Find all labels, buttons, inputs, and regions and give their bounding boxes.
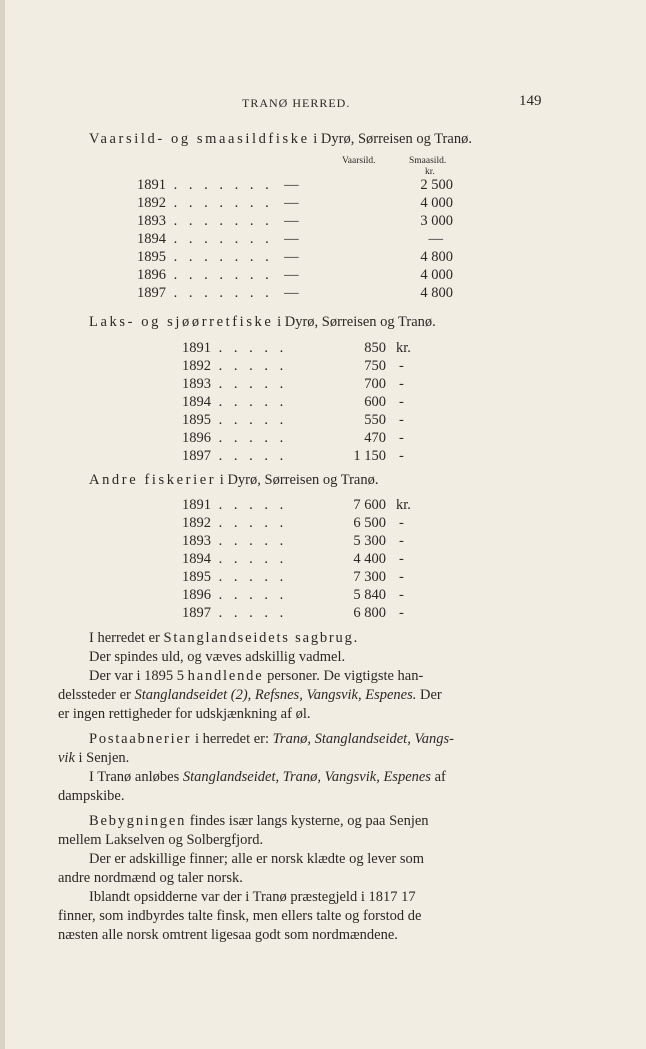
paragraph-dampskibe: I Tranø anløbes Stanglandseidet, Tranø, Vangsvik, Espenes af: [89, 769, 446, 785]
paragraph-bebygningen: Bebygningen findes især langs kysterne, og paa Senjen: [89, 813, 429, 829]
table-row: 1893 . . . . .: [182, 533, 288, 549]
table-cell-unit: kr.: [396, 497, 411, 513]
table-cell: 550: [364, 412, 386, 428]
paragraph-postaabnerier-line2: vik i Senjen.: [58, 750, 130, 766]
table-row: 1897 . . . . .: [182, 448, 288, 464]
table-row: 1892 . . . . .: [182, 358, 288, 374]
table-cell: —: [428, 231, 443, 247]
table-cell: 7 300: [353, 569, 386, 585]
table-row: 1896 . . . . .: [182, 430, 288, 446]
section-title-vaarsild: Vaarsild- og smaasildfiske i Dyrø, Sørreisen og Tranø.: [89, 131, 472, 147]
paragraph-bebygningen-line2: mellem Lakselven og Solbergfjord.: [58, 832, 264, 848]
table-cell: 6 500: [353, 515, 386, 531]
table-cell-unit: -: [399, 515, 404, 531]
paragraph-finner-line2: andre nordmænd og taler norsk.: [58, 870, 243, 886]
table-cell: 750: [364, 358, 386, 374]
table-cell-unit: kr.: [396, 340, 411, 356]
table-cell: 5 300: [353, 533, 386, 549]
table-row: 1897 . . . . . . . —: [137, 285, 299, 301]
table-row: 1891 . . . . .: [182, 497, 288, 513]
paragraph-handlende-line2: delssteder er Stanglandseidet (2), Refsnes, Vangsvik, Espenes. Der: [58, 687, 442, 703]
table-cell: 4 400: [353, 551, 386, 567]
paragraph-finner: Der er adskillige finner; alle er norsk klædte og lever som: [89, 851, 425, 867]
table-row: 1896 . . . . .: [182, 587, 288, 603]
col-header-smaasild: Smaasild.: [409, 156, 447, 166]
table-cell: 600: [364, 394, 386, 410]
paragraph-vadmel: Der spindes uld, og væves adskillig vadmel.: [89, 649, 346, 665]
table-cell: 700: [364, 376, 386, 392]
table-cell: 5 840: [353, 587, 386, 603]
col-header-vaarsild: Vaarsild.: [342, 156, 376, 166]
page-spine-edge: [0, 0, 5, 1049]
table-cell-unit: -: [399, 551, 404, 567]
table-cell: 4 800: [420, 249, 453, 265]
paragraph-dampskibe-line2: dampskibe.: [58, 788, 125, 804]
table-row: 1894 . . . . .: [182, 551, 288, 567]
paragraph-handlende-line3: er ingen rettigheder for udskjænkning af øl.: [58, 706, 311, 722]
paragraph-opsidderne-line2: finner, som indbyrdes talte finsk, men ellers talte og forstod de: [58, 908, 422, 924]
table-row: 1891 . . . . .: [182, 340, 288, 356]
table-row: 1891 . . . . . . . —: [137, 177, 299, 193]
table-cell-unit: -: [399, 448, 404, 464]
table-cell-unit: -: [399, 587, 404, 603]
table-cell: 7 600: [353, 497, 386, 513]
table-row: 1897 . . . . .: [182, 605, 288, 621]
table-cell-unit: -: [399, 533, 404, 549]
table-row: 1896 . . . . . . . —: [137, 267, 299, 283]
table-cell: 6 800: [353, 605, 386, 621]
table-cell-unit: -: [399, 358, 404, 374]
table-row: 1895 . . . . .: [182, 569, 288, 585]
paragraph-postaabnerier: Postaabnerier i herredet er: Tranø, Stanglandseidet, Vangs-: [89, 731, 454, 747]
paragraph-sagbrug: I herredet er Stanglandseidets sagbrug.: [89, 630, 358, 646]
table-cell-unit: -: [399, 412, 404, 428]
table-cell: 850: [364, 340, 386, 356]
table-row: 1892 . . . . .: [182, 515, 288, 531]
table-row: 1892 . . . . . . . —: [137, 195, 299, 211]
paragraph-opsidderne-line3: næsten alle norsk omtrent ligesaa godt som nordmændene.: [58, 927, 398, 943]
table-row: 1894 . . . . .: [182, 394, 288, 410]
section-title-laks: Laks- og sjøørretfiske i Dyrø, Sørreisen og Tranø.: [89, 314, 436, 330]
running-header: TRANØ HERRED.: [242, 96, 351, 110]
table-cell-unit: -: [399, 394, 404, 410]
table-cell: 4 000: [420, 195, 453, 211]
table-cell: 1 150: [353, 448, 386, 464]
col-header-unit: kr.: [425, 167, 435, 177]
table-cell: 3 000: [420, 213, 453, 229]
paragraph-opsidderne: Iblandt opsidderne var der i Tranø præstegjeld i 1817 17: [89, 889, 416, 905]
paragraph-handlende: Der var i 1895 5 handlende personer. De vigtigste han-: [89, 668, 424, 684]
table-row: 1895 . . . . .: [182, 412, 288, 428]
table-row: 1893 . . . . . . . —: [137, 213, 299, 229]
table-row: 1894 . . . . . . . —: [137, 231, 299, 247]
table-row: 1895 . . . . . . . —: [137, 249, 299, 265]
table-row: 1893 . . . . .: [182, 376, 288, 392]
table-cell: 4 000: [420, 267, 453, 283]
table-cell: 470: [364, 430, 386, 446]
table-cell-unit: -: [399, 605, 404, 621]
table-cell-unit: -: [399, 569, 404, 585]
section-title-andre: Andre fiskerier i Dyrø, Sørreisen og Tranø.: [89, 472, 379, 488]
page-number: 149: [519, 93, 542, 109]
table-cell: 4 800: [420, 285, 453, 301]
table-cell: 2 500: [420, 177, 453, 193]
table-cell-unit: -: [399, 430, 404, 446]
table-cell-unit: -: [399, 376, 404, 392]
